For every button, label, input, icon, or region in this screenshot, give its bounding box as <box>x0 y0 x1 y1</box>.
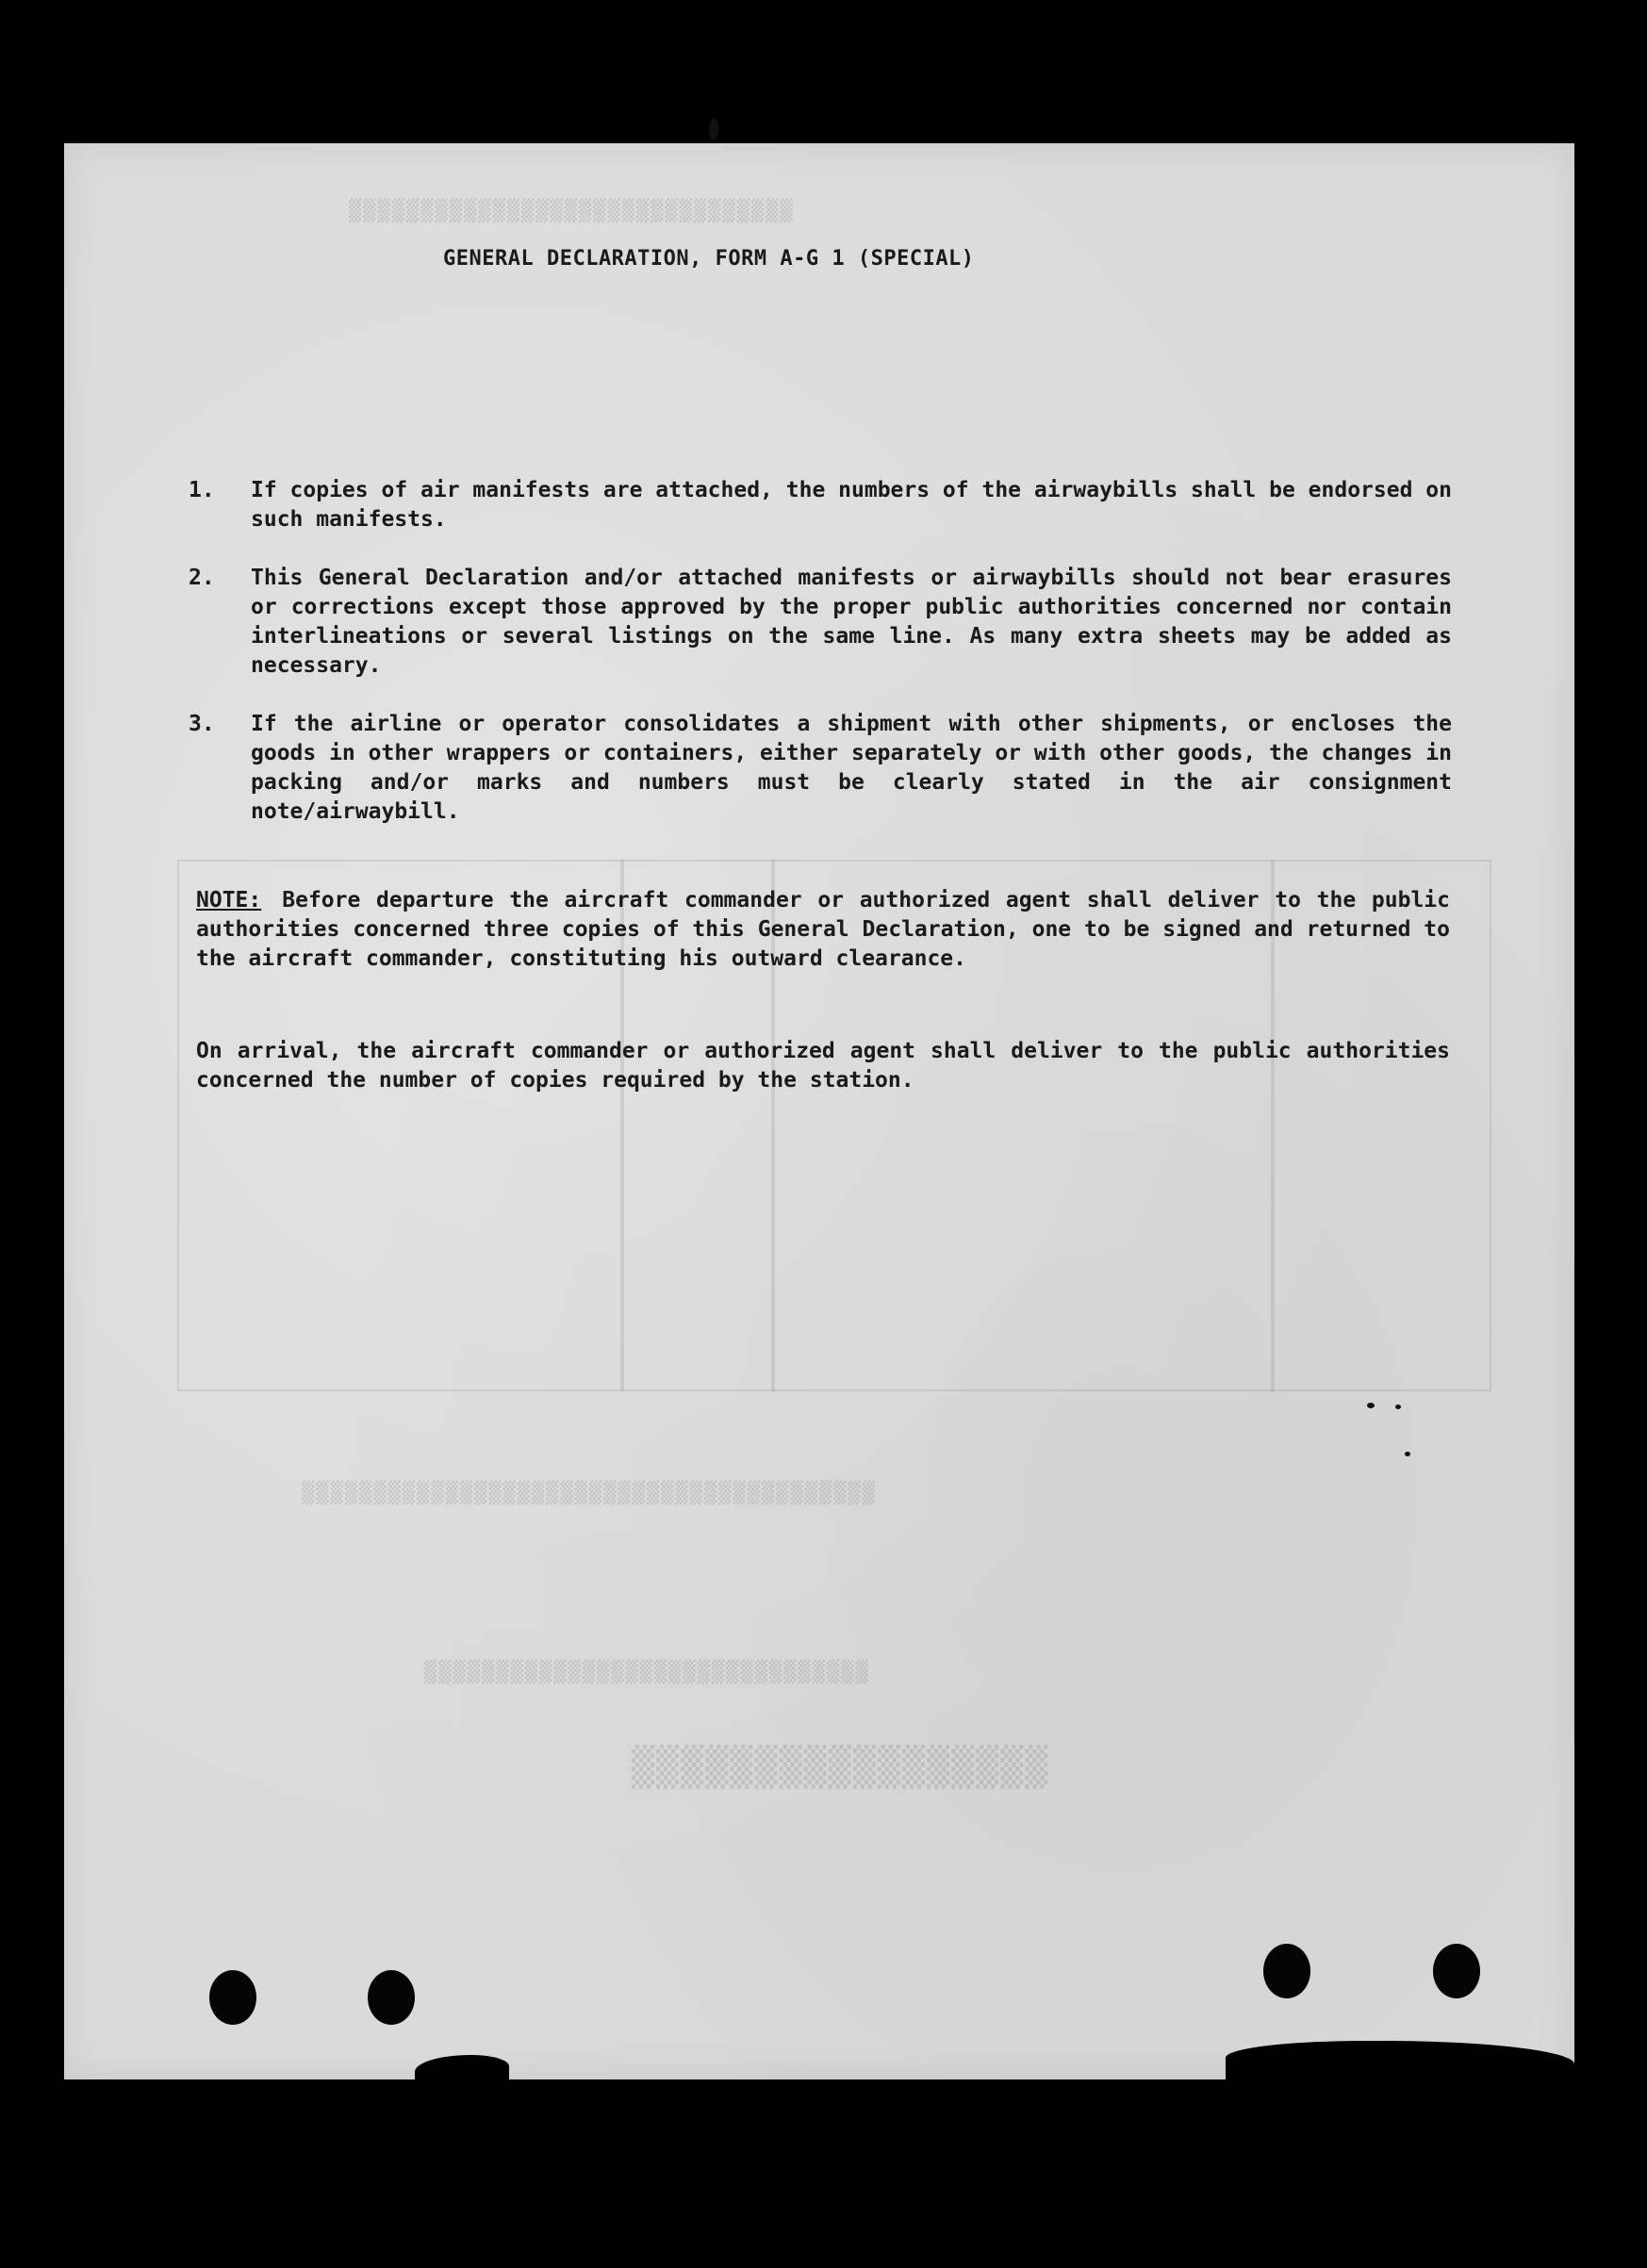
arrival-paragraph: On arrival, the aircraft commander or authorized agent shall deliver to the public authorities concerned the number of copies required by the station. <box>196 1039 1450 1093</box>
declaration-item-3 <box>189 710 1452 827</box>
item-number: 3. <box>189 712 215 736</box>
ink-speck <box>1367 1403 1375 1408</box>
item-text: This General Declaration and/or attached manifests or airwaybills should not bear erasures or corrections except those approved by the proper public authorities concerned nor contain interlineations or several listings on the same line. As many extra sheets may be added as necessary. <box>251 566 1452 678</box>
bleed-through-text: ▒▒▒▒▒▒▒▒▒▒▒▒▒▒▒▒▒ <box>630 1746 1048 1789</box>
item-text: If the airline or operator consolidates a shipment with other shipments, or encloses the goods in other wrappers or containers, either separately or with other goods, the changes in packing and/or marks and numbers must be clearly stated in the air consignment note/airwaybill. <box>251 712 1452 824</box>
ink-speck <box>709 118 718 140</box>
document-sheet <box>64 143 1574 2079</box>
declaration-item-2 <box>189 564 1452 681</box>
ink-speck <box>1395 1405 1401 1409</box>
punch-hole <box>1263 1944 1310 1998</box>
note-text: Before departure the aircraft commander or authorized agent shall deliver to the public authorities concerned three copies of this General Declaration, one to be signed and returned to the aircraft commander, constituting his outward clearance. <box>196 888 1450 971</box>
punch-hole <box>209 1970 256 2025</box>
note-label: NOTE: <box>196 888 262 912</box>
bleed-through-text: ▒▒▒▒▒▒▒▒▒▒▒▒▒▒▒▒▒▒▒▒▒▒▒▒▒▒▒▒▒▒▒ <box>347 200 793 223</box>
document-title: GENERAL DECLARATION, FORM A-G 1 (SPECIAL) <box>443 247 975 271</box>
bleed-through-text: ▒▒▒▒▒▒▒▒▒▒▒▒▒▒▒▒▒▒▒▒▒▒▒▒▒▒▒▒▒▒▒▒▒▒▒▒▒▒▒▒ <box>300 1482 875 1505</box>
ink-speck <box>1405 1452 1410 1456</box>
item-number: 2. <box>189 566 215 590</box>
item-number: 1. <box>189 478 215 502</box>
declaration-item-1 <box>189 476 1452 534</box>
punch-hole <box>1433 1944 1480 1998</box>
note-paragraph <box>196 886 1450 974</box>
punch-hole <box>368 1970 415 2025</box>
bleed-through-text: ▒▒▒▒▒▒▒▒▒▒▒▒▒▒▒▒▒▒▒▒▒▒▒▒▒▒▒▒▒▒▒ <box>422 1661 868 1685</box>
item-text: If copies of air manifests are attached, the numbers of the airwaybills shall be endorsed on such manifests. <box>251 478 1452 532</box>
